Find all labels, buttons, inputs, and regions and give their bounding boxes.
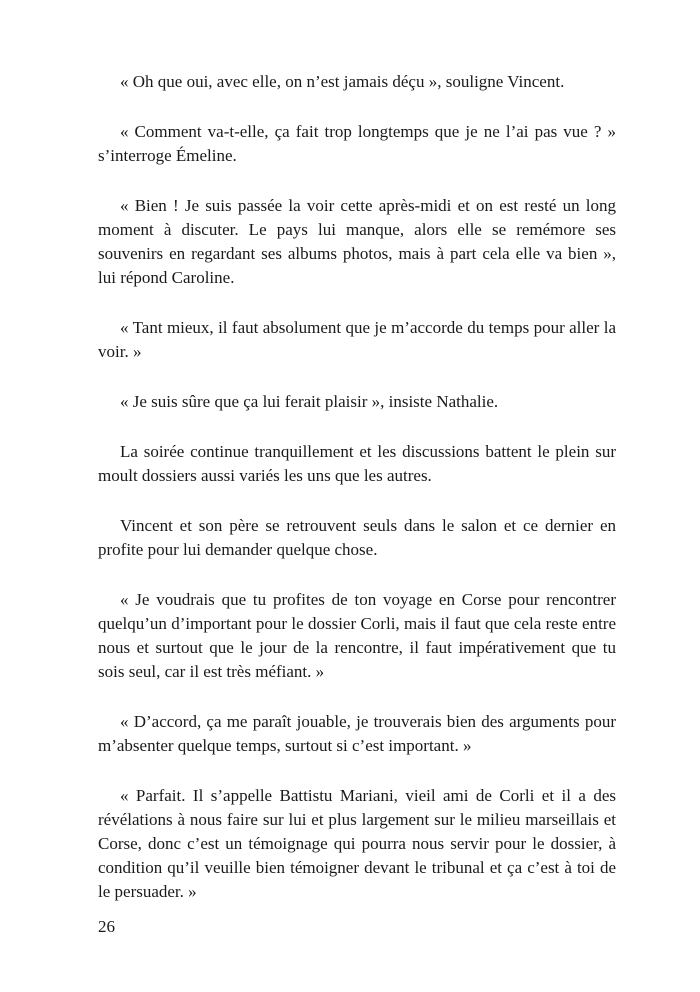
paragraph-2: « Comment va-t-elle, ça fait trop longtemps que je ne l’ai pas vue ? » s’interroge Émeline. [98,122,616,165]
paragraph-4: « Tant mieux, il faut absolument que je m’accorde du temps pour aller la voir. » [98,318,616,361]
paragraph-6: La soirée continue tranquillement et les discussions battent le plein sur moult dossiers aussi variés les uns que les autres. [98,442,616,485]
paragraph-10: « Parfait. Il s’appelle Battistu Mariani, vieil ami de Corli et il a des révélations à nous faire sur lui et plus largement sur le milieu marseillais et Corse, donc c’est un témoignage qui pourra nous servir pour le dossier, à condition qu’il veuille bien témoigner devant le tribunal et ça c’est à toi de le persuader. » [98,786,616,901]
paragraph-3: « Bien ! Je suis passée la voir cette après-midi et on est resté un long moment à discuter. Le pays lui manque, alors elle se remémore ses souvenirs en regardant ses albums photos, mais à part cela elle va bien », lui répond Caroline. [98,196,616,287]
paragraph-9: « D’accord, ça me paraît jouable, je trouverais bien des arguments pour m’absenter quelque temps, surtout si c’est important. » [98,712,616,755]
paragraph-8: « Je voudrais que tu profites de ton voyage en Corse pour rencontrer quelqu’un d’important pour le dossier Corli, mais il faut que cela reste entre nous et surtout que le jour de la rencontre, il faut impérativement que tu sois seul, car il est très méfiant. » [98,590,616,681]
page-number: 26 [98,917,115,936]
page-body [98,70,616,930]
paragraph-1: « Oh que oui, avec elle, on n’est jamais déçu », souligne Vincent. [120,72,565,91]
paragraph-7: Vincent et son père se retrouvent seuls dans le salon et ce dernier en profite pour lui demander quelque chose. [98,516,616,559]
paragraph-5: « Je suis sûre que ça lui ferait plaisir », insiste Nathalie. [120,392,499,411]
